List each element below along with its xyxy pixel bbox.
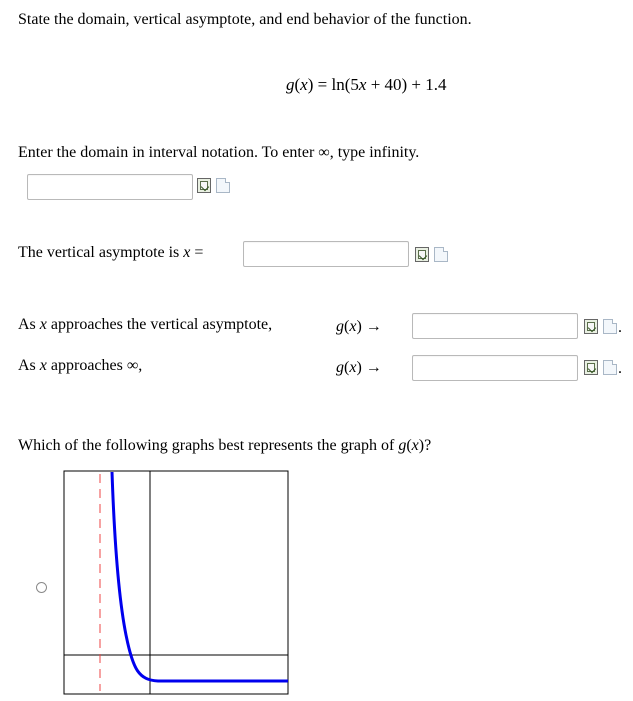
graph-question-prefix: Which of the following graphs best represents the graph of: [18, 437, 399, 454]
end-behavior-row2-label: [18, 356, 142, 376]
asymptote-help-icon[interactable]: [434, 247, 448, 262]
row1-trail: .: [618, 319, 622, 336]
row2-arg: x: [349, 359, 357, 376]
graph-question-suffix: ?: [424, 437, 432, 454]
end-behavior-row1-label: [18, 315, 272, 335]
row2-trail: .: [618, 360, 622, 377]
function-formula: [286, 74, 447, 96]
end-behavior-row1-input[interactable]: [412, 313, 578, 339]
row1-var: x: [39, 316, 47, 333]
function-ln: ln: [331, 75, 345, 94]
graph-question: Which of the following graphs best represents the graph of g(x)?: [18, 437, 432, 454]
row1-help-icon[interactable]: [603, 319, 617, 334]
domain-help-icon[interactable]: [216, 178, 230, 193]
row1-prefix: As: [18, 316, 40, 333]
function-paren-open: (: [294, 75, 301, 94]
function-paren-close: ): [307, 75, 314, 94]
graph-question-arg: x: [411, 437, 419, 454]
row2-suffix: approaches ∞,: [46, 357, 143, 374]
asymptote-input[interactable]: [243, 241, 409, 267]
asymptote-prompt-prefix: The vertical asymptote is: [18, 244, 184, 261]
graph-option-radio[interactable]: [36, 582, 47, 593]
row2-func: g: [336, 359, 344, 376]
row1-preview-icon[interactable]: [584, 319, 598, 334]
end-behavior-row1-expression: g(x) →: [336, 318, 382, 335]
instructions-text: State the domain, vertical asymptote, and end behavior of the function.: [18, 11, 472, 28]
function-inner: (5: [344, 75, 359, 94]
asymptote-preview-icon[interactable]: [415, 247, 429, 262]
graph-option-svg[interactable]: [63, 470, 290, 695]
domain-preview-icon[interactable]: [197, 178, 211, 193]
function-name: g: [286, 75, 295, 94]
graph-question-func: g: [398, 437, 407, 454]
end-behavior-row2-input[interactable]: [412, 355, 578, 381]
function-rest: + 40) + 1.4: [366, 75, 447, 94]
graph-frame: [64, 471, 288, 694]
domain-input[interactable]: [27, 174, 193, 200]
function-equals: =: [317, 75, 328, 94]
row2-var: x: [39, 357, 47, 374]
domain-prompt: Enter the domain in interval notation. To enter ∞, type infinity.: [18, 144, 420, 161]
row2-prefix: As: [18, 357, 40, 374]
row1-suffix: approaches the vertical asymptote,: [46, 316, 273, 333]
row2-preview-icon[interactable]: [584, 360, 598, 375]
function-inner-variable: x: [358, 75, 367, 94]
asymptote-prompt-equals: =: [190, 244, 204, 261]
row2-help-icon[interactable]: [603, 360, 617, 375]
asymptote-prompt-var: x: [183, 244, 191, 261]
row1-arrow: →: [365, 318, 382, 335]
end-behavior-row2-expression: g(x) →: [336, 359, 382, 376]
row1-func: g: [336, 318, 344, 335]
row1-arg: x: [349, 318, 357, 335]
row2-arrow: →: [365, 359, 382, 376]
function-variable: x: [300, 75, 308, 94]
asymptote-prompt: [18, 243, 203, 263]
